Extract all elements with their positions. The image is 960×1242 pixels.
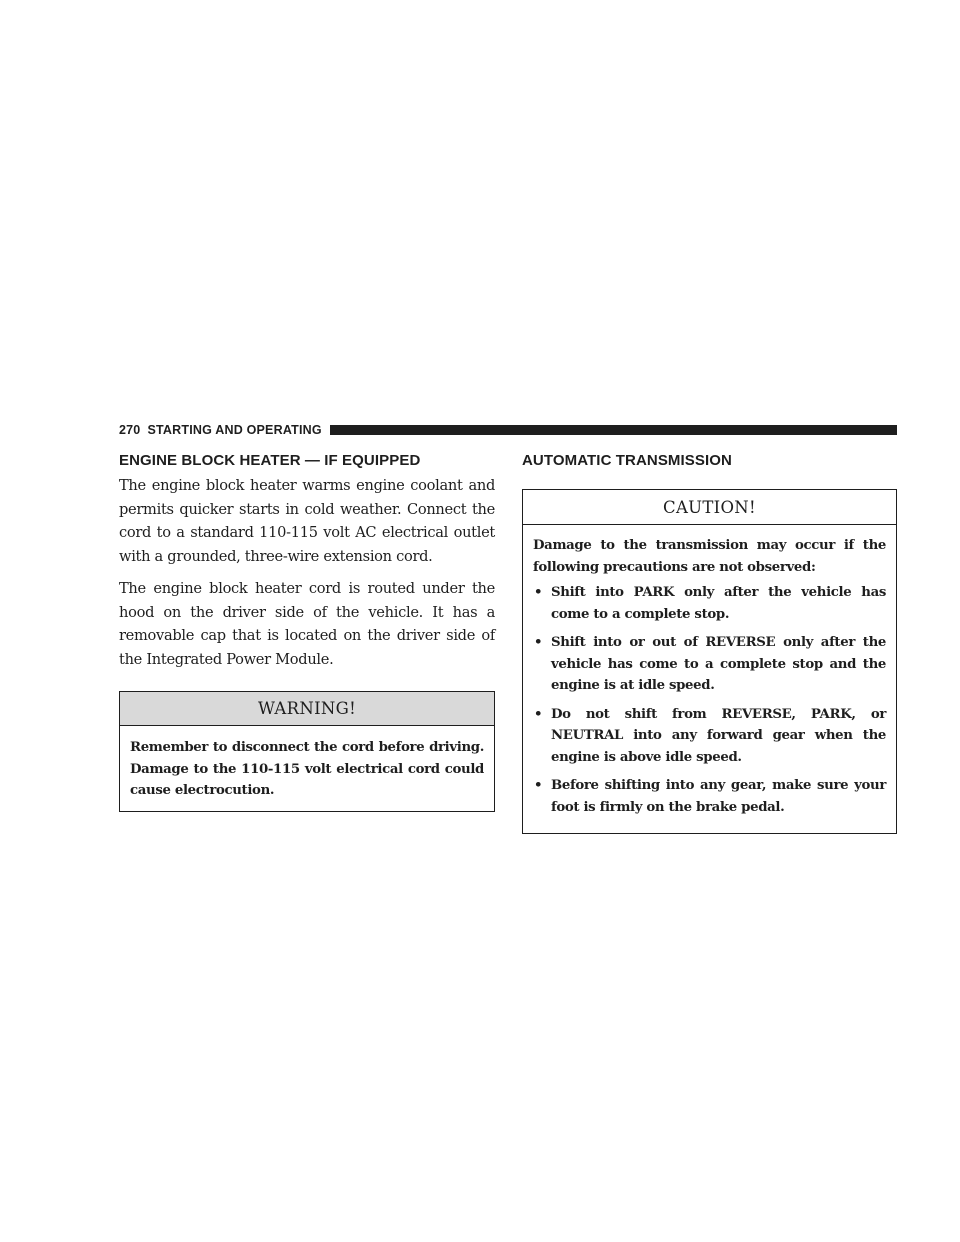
section-title: STARTING AND OPERATING [147,423,322,437]
caution-intro: Damage to the transmission may occur if the following precautions are not observed: [533,538,886,575]
bullet-icon: • [534,706,543,722]
warning-text: Remember to disconnect the cord before driving. Damage to the 110-115 volt electrical cord could cause electrocution. [130,740,484,798]
list-item-text: Do not shift from REVERSE, PARK, or NEUTRAL into any forward gear when the engine is above idle speed. [551,706,886,765]
page-header [119,422,897,438]
warning-box [119,691,495,812]
paragraph: The engine block heater cord is routed under the hood on the driver side of the vehicle. It has a removable cap that is located on the driver side of the Integrated Power Module. [119,580,495,668]
list-item-text: Before shifting into any gear, make sure your foot is firmly on the brake pedal. [551,778,886,815]
caution-body [523,525,896,833]
bullet-icon: • [534,778,543,793]
engine-block-heater-heading: ENGINE BLOCK HEATER — IF EQUIPPED [119,452,421,469]
automatic-transmission-heading: AUTOMATIC TRANSMISSION [522,452,732,469]
warning-title: WARNING! [120,692,494,726]
bullet-icon: • [534,585,543,600]
page-number: 270 [119,423,141,437]
list-item [533,632,886,697]
left-column [119,451,495,812]
list-item-text: Shift into or out of REVERSE only after the vehicle has come to a complete stop and the engine is at idle speed. [551,635,886,693]
list-item [533,582,886,625]
list-item-text: Shift into PARK only after the vehicle has come to a complete stop. [551,585,886,622]
header-rule [330,425,897,435]
caution-list [533,582,886,818]
caution-title: CAUTION! [523,490,896,525]
bullet-icon: • [534,635,543,650]
paragraph: The engine block heater warms engine coolant and permits quicker starts in cold weather. Connect the cord to a standard 110-115 volt AC electrical outlet with a grounded, three-wire extension cord. [119,477,495,565]
list-item [533,704,886,769]
list-item [533,775,886,818]
warning-body [120,726,494,811]
caution-box [522,489,897,834]
right-column [522,451,897,834]
